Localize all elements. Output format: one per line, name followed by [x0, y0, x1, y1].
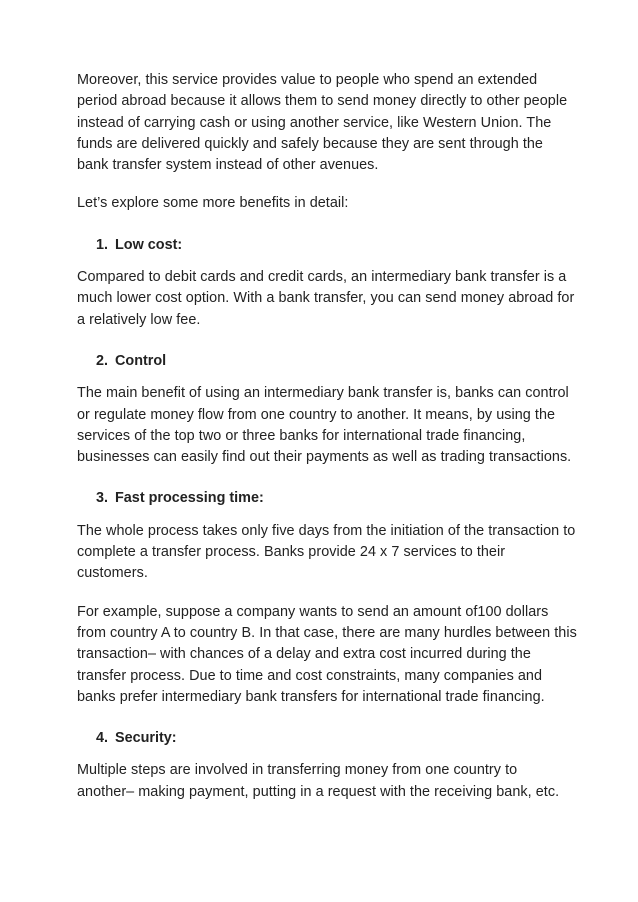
section-paragraph: Multiple steps are involved in transferring money from one country to another– making payment, putting in a request with the receiving bank, etc.: [77, 762, 560, 800]
section-heading-security: [77, 728, 577, 749]
section-number: 4.: [96, 730, 109, 747]
document-page: [77, 70, 577, 823]
intro-paragraph: Moreover, this service provides value to people who spend an extended period abroad because it allows them to send money directly to other people instead of carrying cash or using another service, like Western Union. The funds are delivered quickly and safely because they are sent through the bank transfer system instead of other avenues.: [77, 72, 568, 174]
section-heading-low-cost: [77, 235, 577, 256]
section-paragraph: Compared to debit cards and credit cards, an intermediary bank transfer is a much lower cost option. With a bank transfer, you can send money abroad for a relatively low fee.: [77, 269, 575, 328]
section-paragraph: For example, suppose a company wants to send an amount of100 dollars from country A to country B. In that case, there are many hurdles between this transaction– with chances of a delay and extra cost incurred during the transfer process. Due to time and cost constraints, many companies and banks prefer intermediary bank transfers for international trade financing.: [77, 603, 577, 705]
section-title: Low cost:: [115, 236, 183, 253]
section-heading-control: [77, 351, 577, 372]
section-paragraph: The main benefit of using an intermediary bank transfer is, banks can control or regulate money flow from one country to another. It means, by using the services of the top two or three banks for international trade financing, businesses can easily find out their payments as well as trading transactions.: [77, 385, 572, 466]
lead-in-paragraph: Let’s explore some more benefits in detail:: [77, 195, 349, 212]
section-heading-fast-processing: [77, 488, 577, 509]
section-title: Security:: [115, 730, 177, 747]
section-title: Control: [115, 352, 167, 369]
section-paragraph: The whole process takes only five days from the initiation of the transaction to complete a transfer process. Banks provide 24 x 7 services to their customers.: [77, 522, 576, 582]
section-number: 1.: [96, 236, 109, 253]
section-number: 3.: [96, 490, 109, 507]
section-number: 2.: [96, 352, 109, 369]
section-title: Fast processing time:: [115, 490, 264, 507]
